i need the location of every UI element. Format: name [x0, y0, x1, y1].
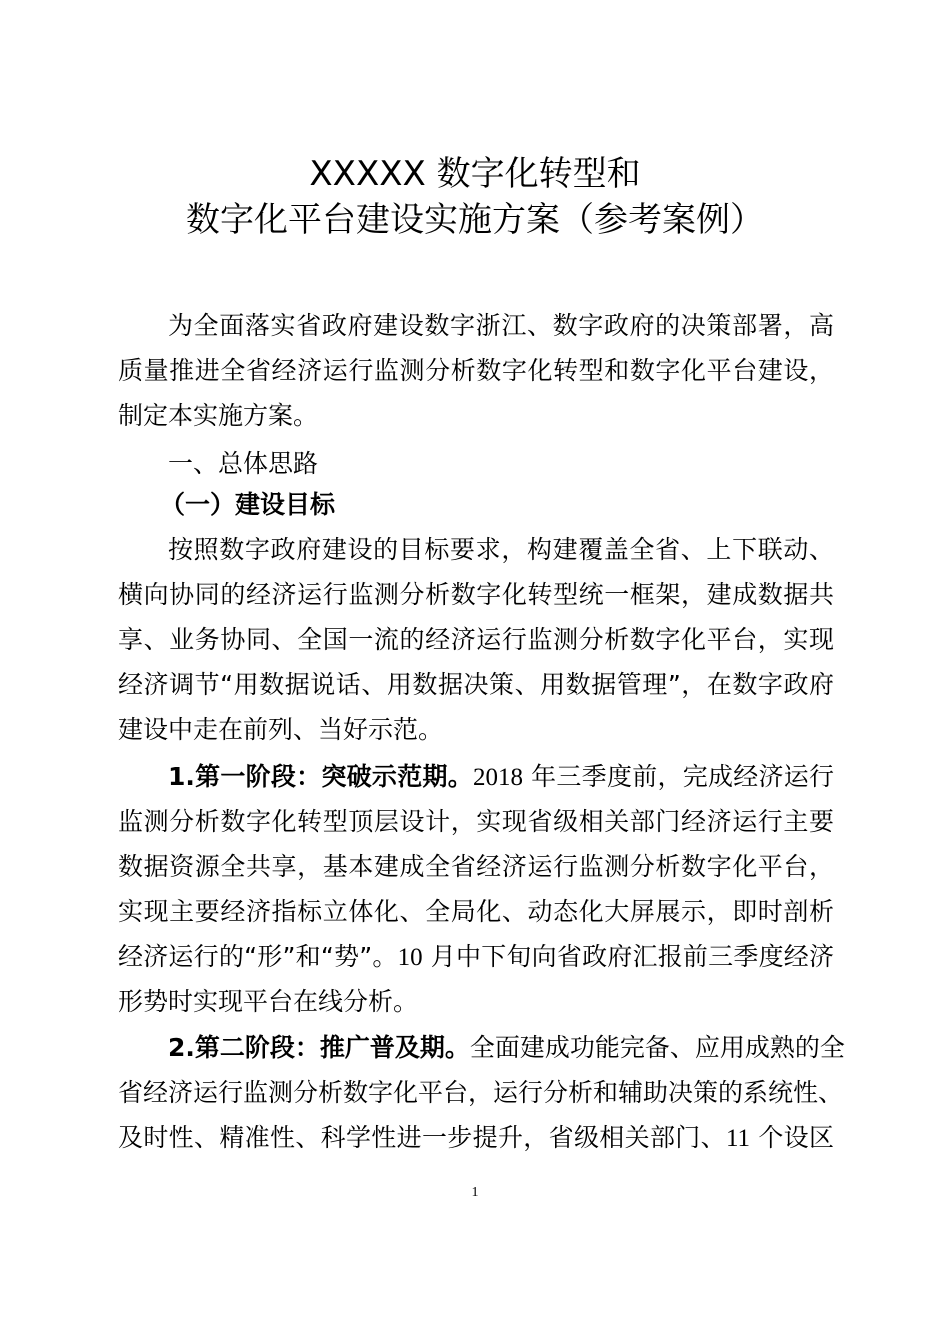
stage2-line1-text: 全面建成功能完备、应用成熟的全 [469, 1033, 845, 1062]
goal-line-3: 享、业务协同、全国一流的经济运行监测分析数字化平台，实现 [118, 625, 834, 654]
goal-line-1: 按照数字政府建设的目标要求，构建覆盖全省、上下联动、 [168, 535, 834, 564]
goal-line-5: 建设中走在前列、当好示范。 [118, 715, 444, 744]
stage1-line5-prefix: 经济运行的“形”和“势”。 [118, 942, 398, 971]
stage2-line-1 [168, 1033, 845, 1063]
stage1-line1-text: 年三季度前，完成经济运行 [531, 762, 834, 791]
stage1-line-3: 数据资源全共享，基本建成全省经济运行监测分析数字化平台， [118, 852, 834, 881]
intro-line-2: 质量推进全省经济运行监测分析数字化转型和数字化平台建设， [118, 356, 834, 385]
intro-line-3: 制定本实施方案。 [118, 401, 319, 430]
stage2-line3-number: 11 [725, 1125, 751, 1152]
goal-line-2: 横向协同的经济运行监测分析数字化转型统一框架，建成数据共 [118, 580, 834, 609]
stage2-line3-suffix: 个设区 [758, 1123, 834, 1152]
stage1-line-6: 形势时实现平台在线分析。 [118, 987, 419, 1016]
stage1-label: 1.第一阶段：突破示范期。 [168, 762, 473, 791]
stage2-line3-prefix: 及时性、精准性、科学性进一步提升，省级相关部门、 [118, 1123, 726, 1152]
page-number: 1 [471, 1185, 479, 1200]
stage2-label: 2.第二阶段：推广普及期。 [168, 1033, 470, 1062]
section-heading-overall-approach: 一、总体思路 [168, 449, 319, 478]
stage2-line-3 [118, 1123, 834, 1154]
intro-line-1: 为全面落实省政府建设数字浙江、数字政府的决策部署，高 [168, 311, 834, 340]
stage1-line-5 [118, 942, 834, 973]
stage1-line5-number: 10 [397, 944, 423, 971]
stage1-line-1 [168, 762, 834, 793]
stage2-line-2: 省经济运行监测分析数字化平台，运行分析和辅助决策的系统性、 [118, 1078, 844, 1107]
document-title-line-1: XXXXX 数字化转型和 [309, 154, 641, 194]
document-title-line-2: 数字化平台建设实施方案（参考案例） [186, 200, 764, 240]
subsection-heading-goals: （一）建设目标 [160, 490, 336, 519]
stage1-line-2: 监测分析数字化转型顶层设计，实现省级相关部门经济运行主要 [118, 807, 834, 836]
goal-line-4: 经济调节“用数据说话、用数据决策、用数据管理”，在数字政府 [118, 670, 834, 699]
stage1-year: 2018 [472, 764, 523, 791]
stage1-line5-suffix: 月中下旬向省政府汇报前三季度经济 [430, 942, 834, 971]
stage1-line-4: 实现主要经济指标立体化、全局化、动态化大屏展示，即时剖析 [118, 897, 834, 926]
